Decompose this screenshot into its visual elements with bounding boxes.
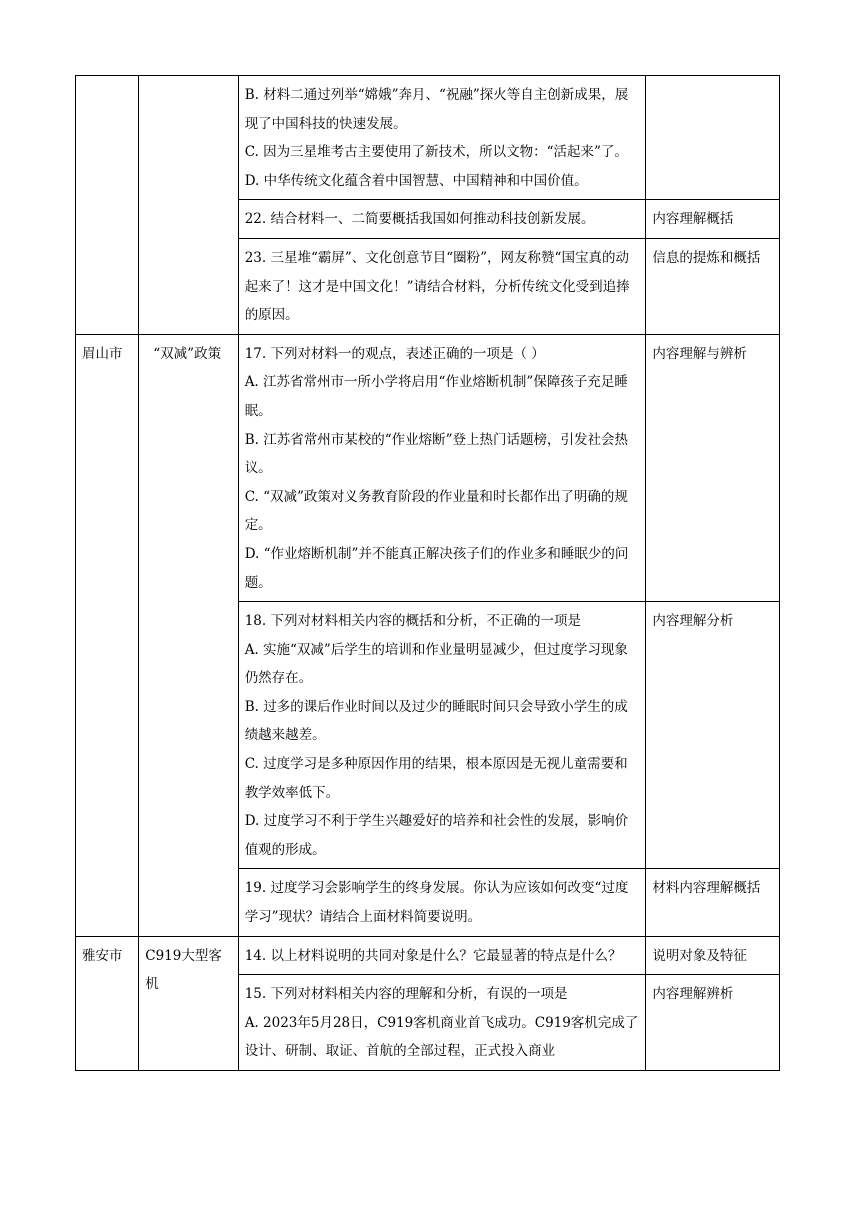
city-cell: 眉山市 [76, 334, 139, 936]
type-cell: 材料内容理解概括 [646, 869, 780, 936]
city-cell: 雅安市 [76, 936, 139, 1070]
type-cell: 内容理解概括 [646, 200, 780, 239]
question-line: D. 过度学习不利于学生兴趣爱好的培养和社会性的发展，影响价值观的形成。 [244, 813, 629, 858]
topic-cell: “双减”政策 [139, 334, 238, 936]
exam-analysis-table [75, 75, 780, 1071]
question-cell [238, 238, 646, 334]
question-line: 17. 下列对材料一的观点，表述正确的一项是（ ） [244, 345, 545, 362]
question-line: B. 江苏省常州市某校的“作业熔断”登上热门话题榜，引发社会热议。 [244, 431, 628, 477]
question-line: D. “作业熔断机制”并不能真正解决孩子们的作业多和睡眠少的问题。 [244, 545, 629, 591]
type-cell [646, 76, 780, 200]
question-line: A. 江苏省常州市一所小学将启用“作业熔断机制”保障孩子充足睡眠。 [244, 374, 628, 419]
question-line: B. 过多的课后作业时间以及过少的睡眠时间只会导致小学生的成绩越来越差。 [244, 698, 628, 744]
type-cell: 信息的提炼和概括 [646, 238, 780, 334]
question-line: C. 过度学习是多种原因作用的结果，根本原因是无视儿童需要和教学效率低下。 [244, 756, 628, 801]
question-cell [238, 76, 646, 200]
question-line: C. 因为三星堆考古主要使用了新技术，所以文物：“活起来”了。 [244, 144, 628, 161]
question-cell [238, 200, 646, 239]
question-cell [238, 334, 646, 601]
question-line: 23. 三星堆“霸屏”、文化创意节目“圈粉”，网友称赞“国宝真的动起来了！这才是中国文化！”请结合材料，分析传统文化受到追捧的原因。 [244, 249, 630, 324]
topic-cell: C919大型客机 [139, 936, 238, 1070]
question-line: C. “双减”政策对义务教育阶段的作业量和时长都作出了明确的规定。 [244, 488, 628, 534]
question-cell [238, 975, 646, 1071]
question-line: 18. 下列对材料相关内容的概括和分析，不正确的一项是 [244, 613, 581, 630]
type-cell: 说明对象及特征 [646, 936, 780, 975]
type-cell: 内容理解分析 [646, 602, 780, 869]
question-cell [238, 602, 646, 869]
question-cell [238, 869, 646, 936]
question-line: D. 中华传统文化蕴含着中国智慧、中国精神和中国价值。 [244, 172, 588, 189]
question-cell [238, 936, 646, 975]
question-line: A. 2023年5月28日，C919客机商业首飞成功。C919客机完成了设计、研制、取证、首航的全部过程，正式投入商业 [244, 1014, 639, 1060]
question-line: 19. 过度学习会影响学生的终身发展。你认为应该如何改变“过度学习”现状？请结合上面材料简要说明。 [244, 880, 629, 926]
table-row [76, 936, 780, 975]
table-row [76, 76, 780, 200]
topic-cell [139, 76, 238, 335]
question-line: B. 材料二通过列举“嫦娥”奔月、“祝融”探火等自主创新成果，展现了中国科技的快速发展。 [244, 87, 629, 132]
question-line: 22. 结合材料一、二简要概括我国如何推动科技创新发展。 [244, 211, 595, 228]
type-cell: 内容理解辨析 [646, 975, 780, 1071]
question-line: A. 实施“双减”后学生的培训和作业量明显减少，但过度学习现象仍然存在。 [244, 641, 628, 687]
type-cell: 内容理解与辨析 [646, 334, 780, 601]
city-cell [76, 76, 139, 335]
table-row [76, 334, 780, 601]
question-line: 14. 以上材料说明的共同对象是什么？它最显著的特点是什么？ [244, 947, 622, 964]
question-line: 15. 下列对材料相关内容的理解和分析，有误的一项是 [244, 986, 568, 1003]
